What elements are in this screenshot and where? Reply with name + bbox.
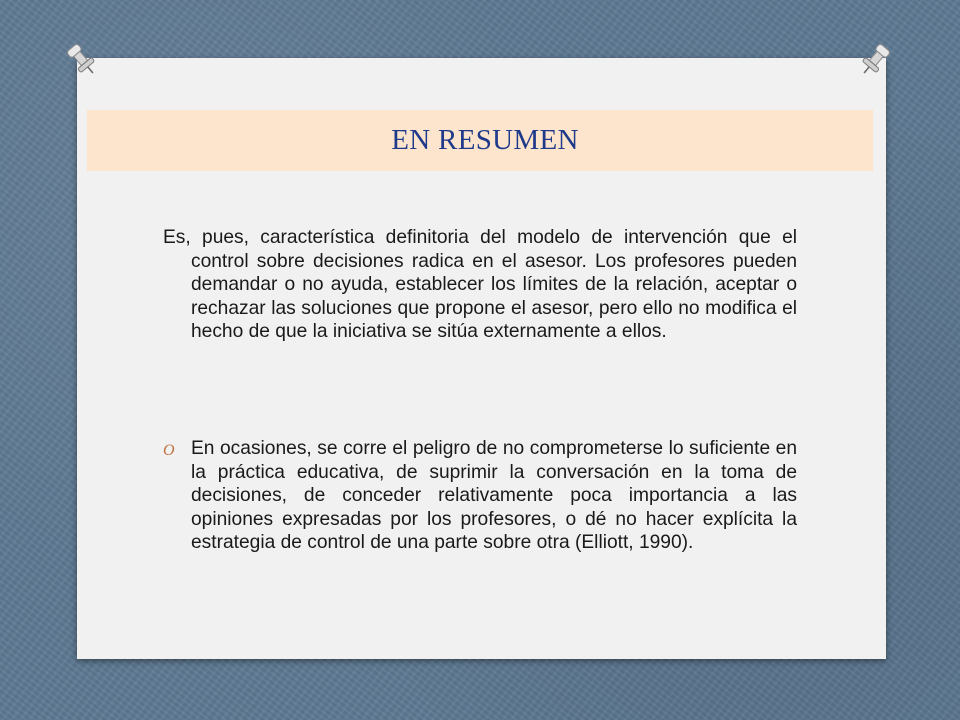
title-band bbox=[87, 110, 873, 171]
intro-paragraph bbox=[163, 226, 797, 344]
right-pushpin-icon bbox=[855, 40, 895, 80]
bullet-marker-icon: O bbox=[163, 442, 175, 459]
left-pushpin-icon bbox=[62, 40, 102, 80]
slide-title: EN RESUMEN bbox=[391, 124, 579, 156]
bullet-item bbox=[163, 437, 797, 555]
bullet-text: En ocasiones, se corre el peligro de no comprometerse lo suficiente en la práctica educativa, de suprimir la conversación en la toma de decisiones, de conceder relativamente poca importancia a las opiniones expresadas por los profesores, o dé no hacer explícita la estrategia de control de una parte sobre otra (Elliott, 1990). bbox=[191, 438, 797, 553]
intro-paragraph-text: Es, pues, característica definitoria del modelo de intervención que el control sobre decisiones radica en el asesor. Los profesores pueden demandar o no ayuda, establecer los límites de la relación, aceptar o rechazar las soluciones que propone el asesor, pero ello no modifica el hecho de que la iniciativa se sitúa externamente a ellos. bbox=[163, 227, 797, 342]
